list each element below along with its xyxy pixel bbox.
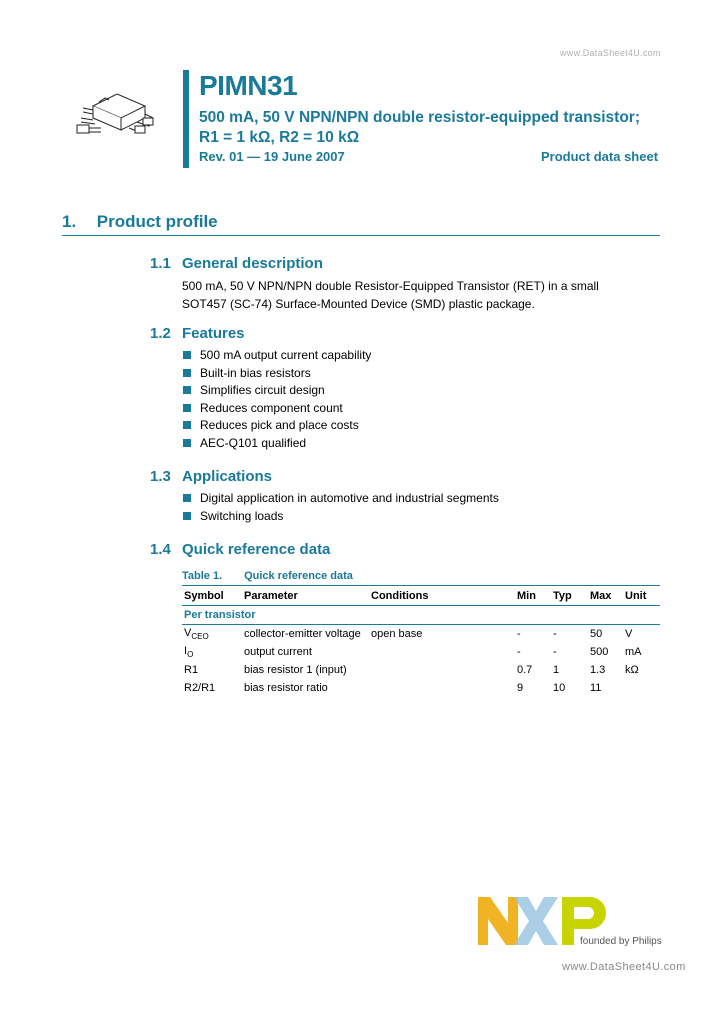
watermark-bottom: www.DataSheet4U.com: [562, 961, 686, 973]
cell-parameter: collector-emitter voltage: [244, 628, 361, 640]
section-title: Quick reference data: [182, 541, 331, 558]
header-conditions: Conditions: [369, 586, 515, 606]
list-item-text: Built-in bias resistors: [200, 365, 311, 380]
table-header-row: [182, 586, 660, 606]
section-title: General description: [182, 255, 323, 272]
table-caption-label: Table 1.: [182, 570, 223, 582]
description-line-1: 500 mA, 50 V NPN/NPN double Resistor-Equipped Transistor (RET) in a small: [182, 279, 599, 293]
section-number: 1.: [62, 212, 77, 231]
cell-conditions: [369, 661, 515, 679]
cell-parameter: output current: [244, 646, 312, 658]
table-caption: [182, 570, 353, 582]
list-item: [182, 417, 371, 435]
cell-min: 0.7: [517, 664, 533, 676]
applications-list: [182, 490, 499, 525]
bullet-square-icon: [183, 494, 191, 502]
doc-type: Product data sheet: [541, 149, 659, 164]
cell-unit: [623, 679, 660, 697]
list-item: [182, 435, 371, 453]
table-caption-title: Quick reference data: [244, 570, 353, 582]
header-typ: Typ: [551, 586, 588, 606]
cell-max: 500: [590, 646, 609, 658]
list-item-text: 500 mA output current capability: [200, 348, 372, 362]
header-accent-bar: [183, 70, 189, 168]
list-item-text: Switching loads: [200, 508, 284, 523]
cell-min: 9: [517, 682, 524, 694]
section-title: Product profile: [96, 212, 218, 231]
section-1-4-heading: [0, 541, 720, 561]
list-item: [182, 347, 371, 365]
cell-typ: -: [553, 646, 557, 658]
list-item: [182, 382, 371, 400]
bullet-square-icon: [183, 439, 191, 447]
subtitle-line-1: 500 mA, 50 V NPN/NPN double resistor-equipped transistor;: [199, 109, 640, 126]
product-title: PIMN31: [199, 70, 298, 101]
logo-tagline: founded by Philips: [580, 936, 662, 947]
list-item-text: Digital application in automotive and industrial segments: [200, 491, 499, 505]
cell-symbol: R1: [184, 664, 199, 676]
cell-conditions: open base: [371, 628, 423, 640]
table-row: [182, 625, 660, 644]
cell-typ: -: [553, 628, 557, 640]
cell-unit: kΩ: [625, 664, 639, 676]
bullet-square-icon: [183, 404, 191, 412]
list-item: [182, 400, 371, 418]
cell-conditions: [369, 643, 515, 661]
list-item: [182, 365, 371, 383]
cell-unit: V: [625, 628, 633, 640]
section-number: 1.1: [150, 255, 171, 272]
cell-symbol: R2/R1: [184, 682, 216, 694]
revision-date: Rev. 01 — 19 June 2007: [199, 149, 345, 164]
cell-typ: 10: [553, 682, 566, 694]
subtitle-line-2: R1 = 1 kΩ, R2 = 10 kΩ: [199, 129, 360, 146]
group-label: Per transistor: [182, 606, 660, 625]
cell-parameter: bias resistor ratio: [244, 682, 328, 694]
list-item: [182, 490, 499, 508]
cell-max: 1.3: [590, 664, 606, 676]
bullet-square-icon: [183, 386, 191, 394]
section-divider: [62, 235, 660, 236]
cell-unit: mA: [625, 646, 642, 658]
bullet-square-icon: [183, 512, 191, 520]
list-item-text: Reduces component count: [200, 400, 343, 415]
table-group-row: [182, 606, 660, 625]
cell-max: 50: [590, 628, 603, 640]
bullet-square-icon: [183, 421, 191, 429]
section-number: 1.3: [150, 468, 171, 485]
product-subtitle: [199, 108, 669, 148]
header-symbol: Symbol: [182, 586, 242, 606]
section-1-heading: [62, 212, 218, 232]
section-title: Features: [182, 325, 245, 342]
bullet-square-icon: [183, 369, 191, 377]
list-item-text: AEC-Q101 qualified: [200, 435, 307, 450]
cell-min: -: [517, 628, 521, 640]
header-parameter: Parameter: [242, 586, 369, 606]
section-1-3-heading: [0, 468, 720, 488]
cell-symbol: $I_O$: [184, 644, 194, 660]
section-number: 1.4: [150, 541, 171, 558]
cell-max: 11: [590, 682, 602, 694]
bullet-square-icon: [183, 351, 191, 359]
header-unit: Unit: [623, 586, 660, 606]
cell-typ: 1: [553, 664, 560, 676]
cell-conditions: [369, 679, 515, 697]
features-list: [182, 347, 371, 452]
general-description: [182, 278, 622, 313]
section-title: Applications: [182, 468, 273, 485]
header-max: Max: [588, 586, 623, 606]
quick-reference-table: [182, 585, 660, 697]
watermark-top: www.DataSheet4U.com: [560, 48, 661, 58]
sot457-package-icon: [75, 88, 155, 140]
list-item-text: Reduces pick and place costs: [200, 418, 359, 432]
section-1-2-heading: [0, 325, 720, 345]
cell-min: -: [517, 646, 521, 658]
table-row: [182, 643, 660, 661]
cell-symbol: $V_{CEO}$: [184, 626, 209, 642]
section-1-1-heading: [0, 255, 720, 275]
section-number: 1.2: [150, 325, 171, 342]
table-row: [182, 679, 660, 697]
header-min: Min: [515, 586, 551, 606]
list-item-text: Simplifies circuit design: [200, 383, 325, 397]
description-line-2: SOT457 (SC-74) Surface-Mounted Device (SMD) plastic package.: [182, 296, 535, 311]
list-item: [182, 508, 499, 526]
table-row: [182, 661, 660, 679]
cell-parameter: bias resistor 1 (input): [244, 664, 347, 676]
